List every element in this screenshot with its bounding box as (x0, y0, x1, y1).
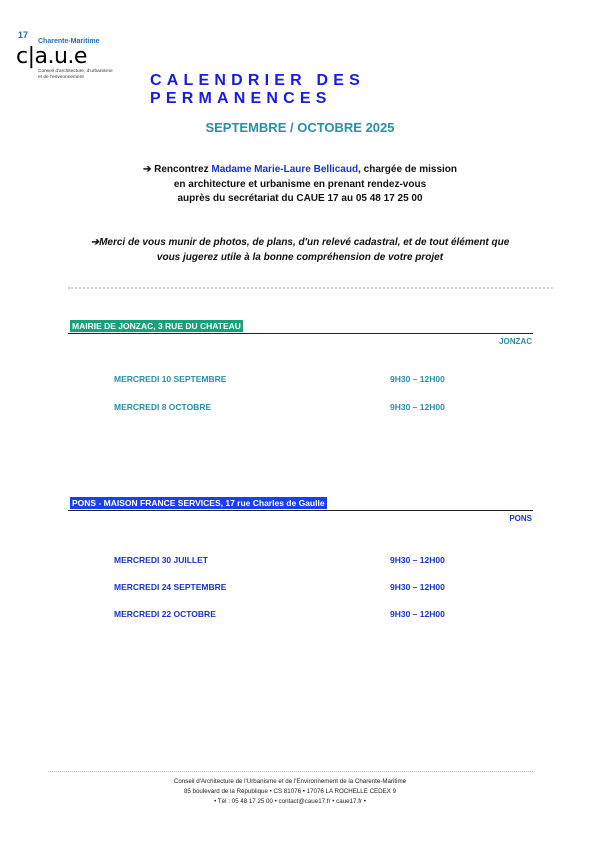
footer-divider (48, 771, 533, 772)
section-heading-pons: PONS - MAISON FRANCE SERVICES, 17 rue Charles de Gaulle (72, 498, 325, 508)
schedule-date: MERCREDI 22 OCTOBRE (114, 609, 216, 619)
schedule-time: 9H30 – 12H00 (390, 374, 445, 384)
page-title: CALENDRIER DES PERMANENCES (150, 72, 366, 107)
schedule-time: 9H30 – 12H00 (390, 609, 445, 619)
logo-mark: c|a.u.e (16, 44, 87, 69)
section-rule (68, 510, 533, 511)
logo-tagline-line: Conseil d'architecture, d'urbanisme (38, 69, 113, 74)
footer-line: Conseil d'Architecture de l'Urbanisme et de l'Environnement de la Charente-Maritime (173, 778, 407, 785)
schedule-row (114, 402, 534, 414)
section-rule (68, 333, 533, 334)
section-town-jonzac: JONZAC (499, 337, 532, 346)
note-line: Merci de vous munir de photos, de plans, d'un relevé cadastral, et de tout élément que (99, 237, 510, 248)
note-paragraph (0, 236, 595, 265)
intro-paragraph (0, 163, 595, 207)
arrow-icon: ➔ (142, 164, 152, 175)
schedule-time: 9H30 – 12H00 (390, 555, 445, 565)
schedule-date: MERCREDI 30 JUILLET (114, 555, 208, 565)
page-subtitle: SEPTEMBRE / OCTOBRE 2025 (205, 120, 395, 135)
section-heading-jonzac: MAIRIE DE JONZAC, 3 RUE DU CHATEAU (72, 321, 241, 331)
schedule-time: 9H30 – 12H00 (390, 402, 445, 412)
schedule-row (114, 374, 534, 386)
footer-line: • Tél : 05 48 17 25 00 • contact@caue17.fr • caue17.fr • (214, 798, 366, 805)
footer-line: 85 boulevard de la République • CS 81076 • 17076 LA ROCHELLE CEDEX 9 (183, 788, 397, 795)
logo-department: Charente-Maritime (38, 38, 100, 45)
schedule-date: MERCREDI 24 SEPTEMBRE (114, 582, 227, 592)
intro-line: auprès du secrétariat du CAUE 17 au 05 48 17 25 00 (177, 193, 423, 204)
intro-line1-rest: , chargée de mission (358, 164, 458, 175)
note-line: vous jugerez utile à la bonne compréhension de votre projet (156, 251, 444, 263)
logo-tagline-line: et de l'environnement (38, 75, 84, 80)
divider (68, 287, 553, 289)
intro-line: en architecture et urbanisme en prenant rendez-vous (173, 178, 427, 190)
arrow-icon: ➔ (90, 237, 100, 248)
footer (0, 777, 580, 807)
schedule-row (114, 555, 534, 567)
schedule-date: MERCREDI 10 SEPTEMBRE (114, 374, 227, 384)
contact-name: Madame Marie-Laure Bellicaud (211, 164, 359, 175)
logo-number: 17 (18, 30, 29, 40)
schedule-row (114, 609, 534, 621)
intro-prefix: Rencontrez (154, 164, 212, 175)
schedule-time: 9H30 – 12H00 (390, 582, 445, 592)
caue-logo (16, 30, 126, 86)
section-town-pons: PONS (509, 514, 532, 523)
logo-tagline (38, 69, 128, 81)
schedule-date: MERCREDI 8 OCTOBRE (114, 402, 212, 412)
schedule-row (114, 582, 534, 594)
